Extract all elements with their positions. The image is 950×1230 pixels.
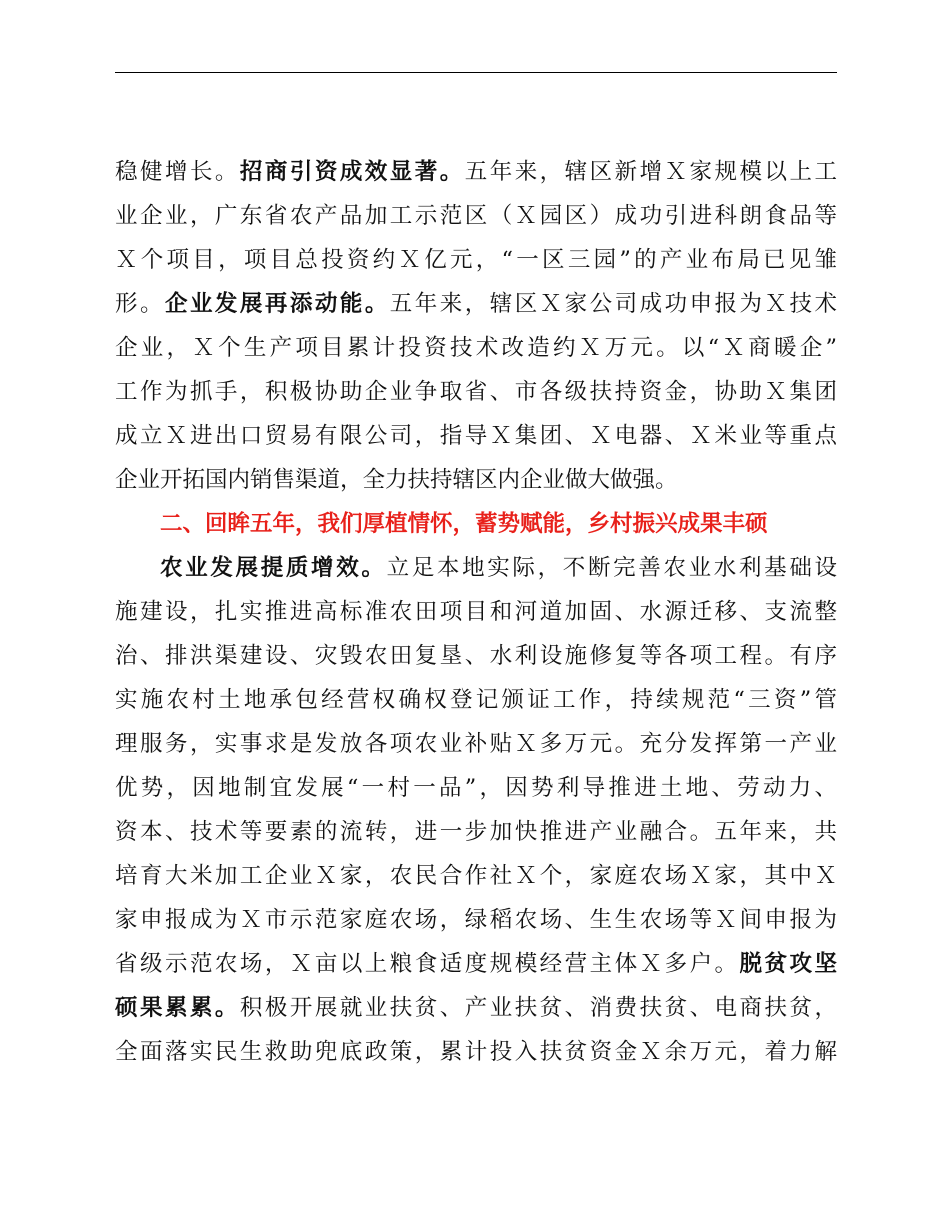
text-span: 形。	[115, 291, 165, 317]
text-line: 施建设，扎实推进高标准农田项目和河道加固、水源迁移、支流整	[115, 599, 837, 625]
text-line	[115, 942, 837, 986]
text-span: 稳健增长。	[115, 159, 240, 185]
text-line: 工作为抓手，积极协助企业争取省、市各级扶持资金，协助Ｘ集团	[115, 379, 837, 405]
text-line	[115, 150, 837, 194]
text-line: 家申报成为Ｘ市示范家庭农场，绿稻农场、生生农场等Ｘ间申报为	[115, 907, 837, 933]
text-span: 积极开展就业扶贫、产业扶贫、消费扶贫、电商扶贫，	[239, 995, 837, 1021]
text-line: 治、排洪渠建设、灾毁农田复垦、水利设施修复等各项工程。有序	[115, 643, 837, 669]
text-line	[115, 282, 837, 326]
text-line: 企业，Ｘ个生产项目累计投资技术改造约Ｘ万元。以“Ｘ商暖企”	[115, 335, 837, 361]
section-lead: 企业发展再添动能。	[164, 291, 390, 317]
text-span: 五年来，辖区新增Ｘ家规模以上工	[464, 159, 837, 185]
section-lead: 招商引资成效显著。	[239, 159, 465, 185]
text-line: 资本、技术等要素的流转，进一步加快推进产业融合。五年来，共	[115, 819, 837, 845]
text-line	[115, 986, 837, 1030]
text-line: Ｘ个项目，项目总投资约Ｘ亿元，“一区三园”的产业布局已见雏	[115, 247, 837, 273]
text-line: 业企业，广东省农产品加工示范区（Ｘ园区）成功引进科朗食品等	[115, 203, 837, 229]
section-heading: 二、回眸五年，我们厚植情怀，蓄势赋能，乡村振兴成果丰硕	[160, 511, 768, 537]
text-line: 成立Ｘ进出口贸易有限公司，指导Ｘ集团、Ｘ电器、Ｘ米业等重点	[115, 423, 837, 449]
text-span: 五年来，辖区Ｘ家公司成功申报为Ｘ技术	[389, 291, 837, 317]
section-lead: 硕果累累。	[115, 995, 240, 1021]
text-line: 全面落实民生救助兜底政策，累计投入扶贫资金Ｘ余万元，着力解	[115, 1039, 837, 1065]
header-rule	[115, 72, 837, 73]
text-line: 优势，因地制宜发展“一村一品”，因势利导推进土地、劳动力、	[115, 775, 837, 801]
text-span: 立足本地实际，不断完善农业水利基础设	[386, 555, 837, 581]
body-text	[115, 150, 837, 1074]
text-line: 企业开拓国内销售渠道，全力扶持辖区内企业做大做强。	[115, 467, 678, 493]
text-line	[115, 546, 837, 590]
text-line: 实施农村土地承包经营权确权登记颁证工作，持续规范“三资”管	[115, 687, 837, 713]
text-line: 理服务，实事求是发放各项农业补贴Ｘ多万元。充分发挥第一产业	[115, 731, 837, 757]
text-line: 培育大米加工企业Ｘ家，农民合作社Ｘ个，家庭农场Ｘ家，其中Ｘ	[115, 863, 837, 889]
section-lead: 农业发展提质增效。	[160, 555, 387, 581]
section-lead: 脱贫攻坚	[739, 951, 837, 977]
text-span: 省级示范农场，Ｘ亩以上粮食适度规模经营主体Ｘ多户。	[115, 951, 740, 977]
